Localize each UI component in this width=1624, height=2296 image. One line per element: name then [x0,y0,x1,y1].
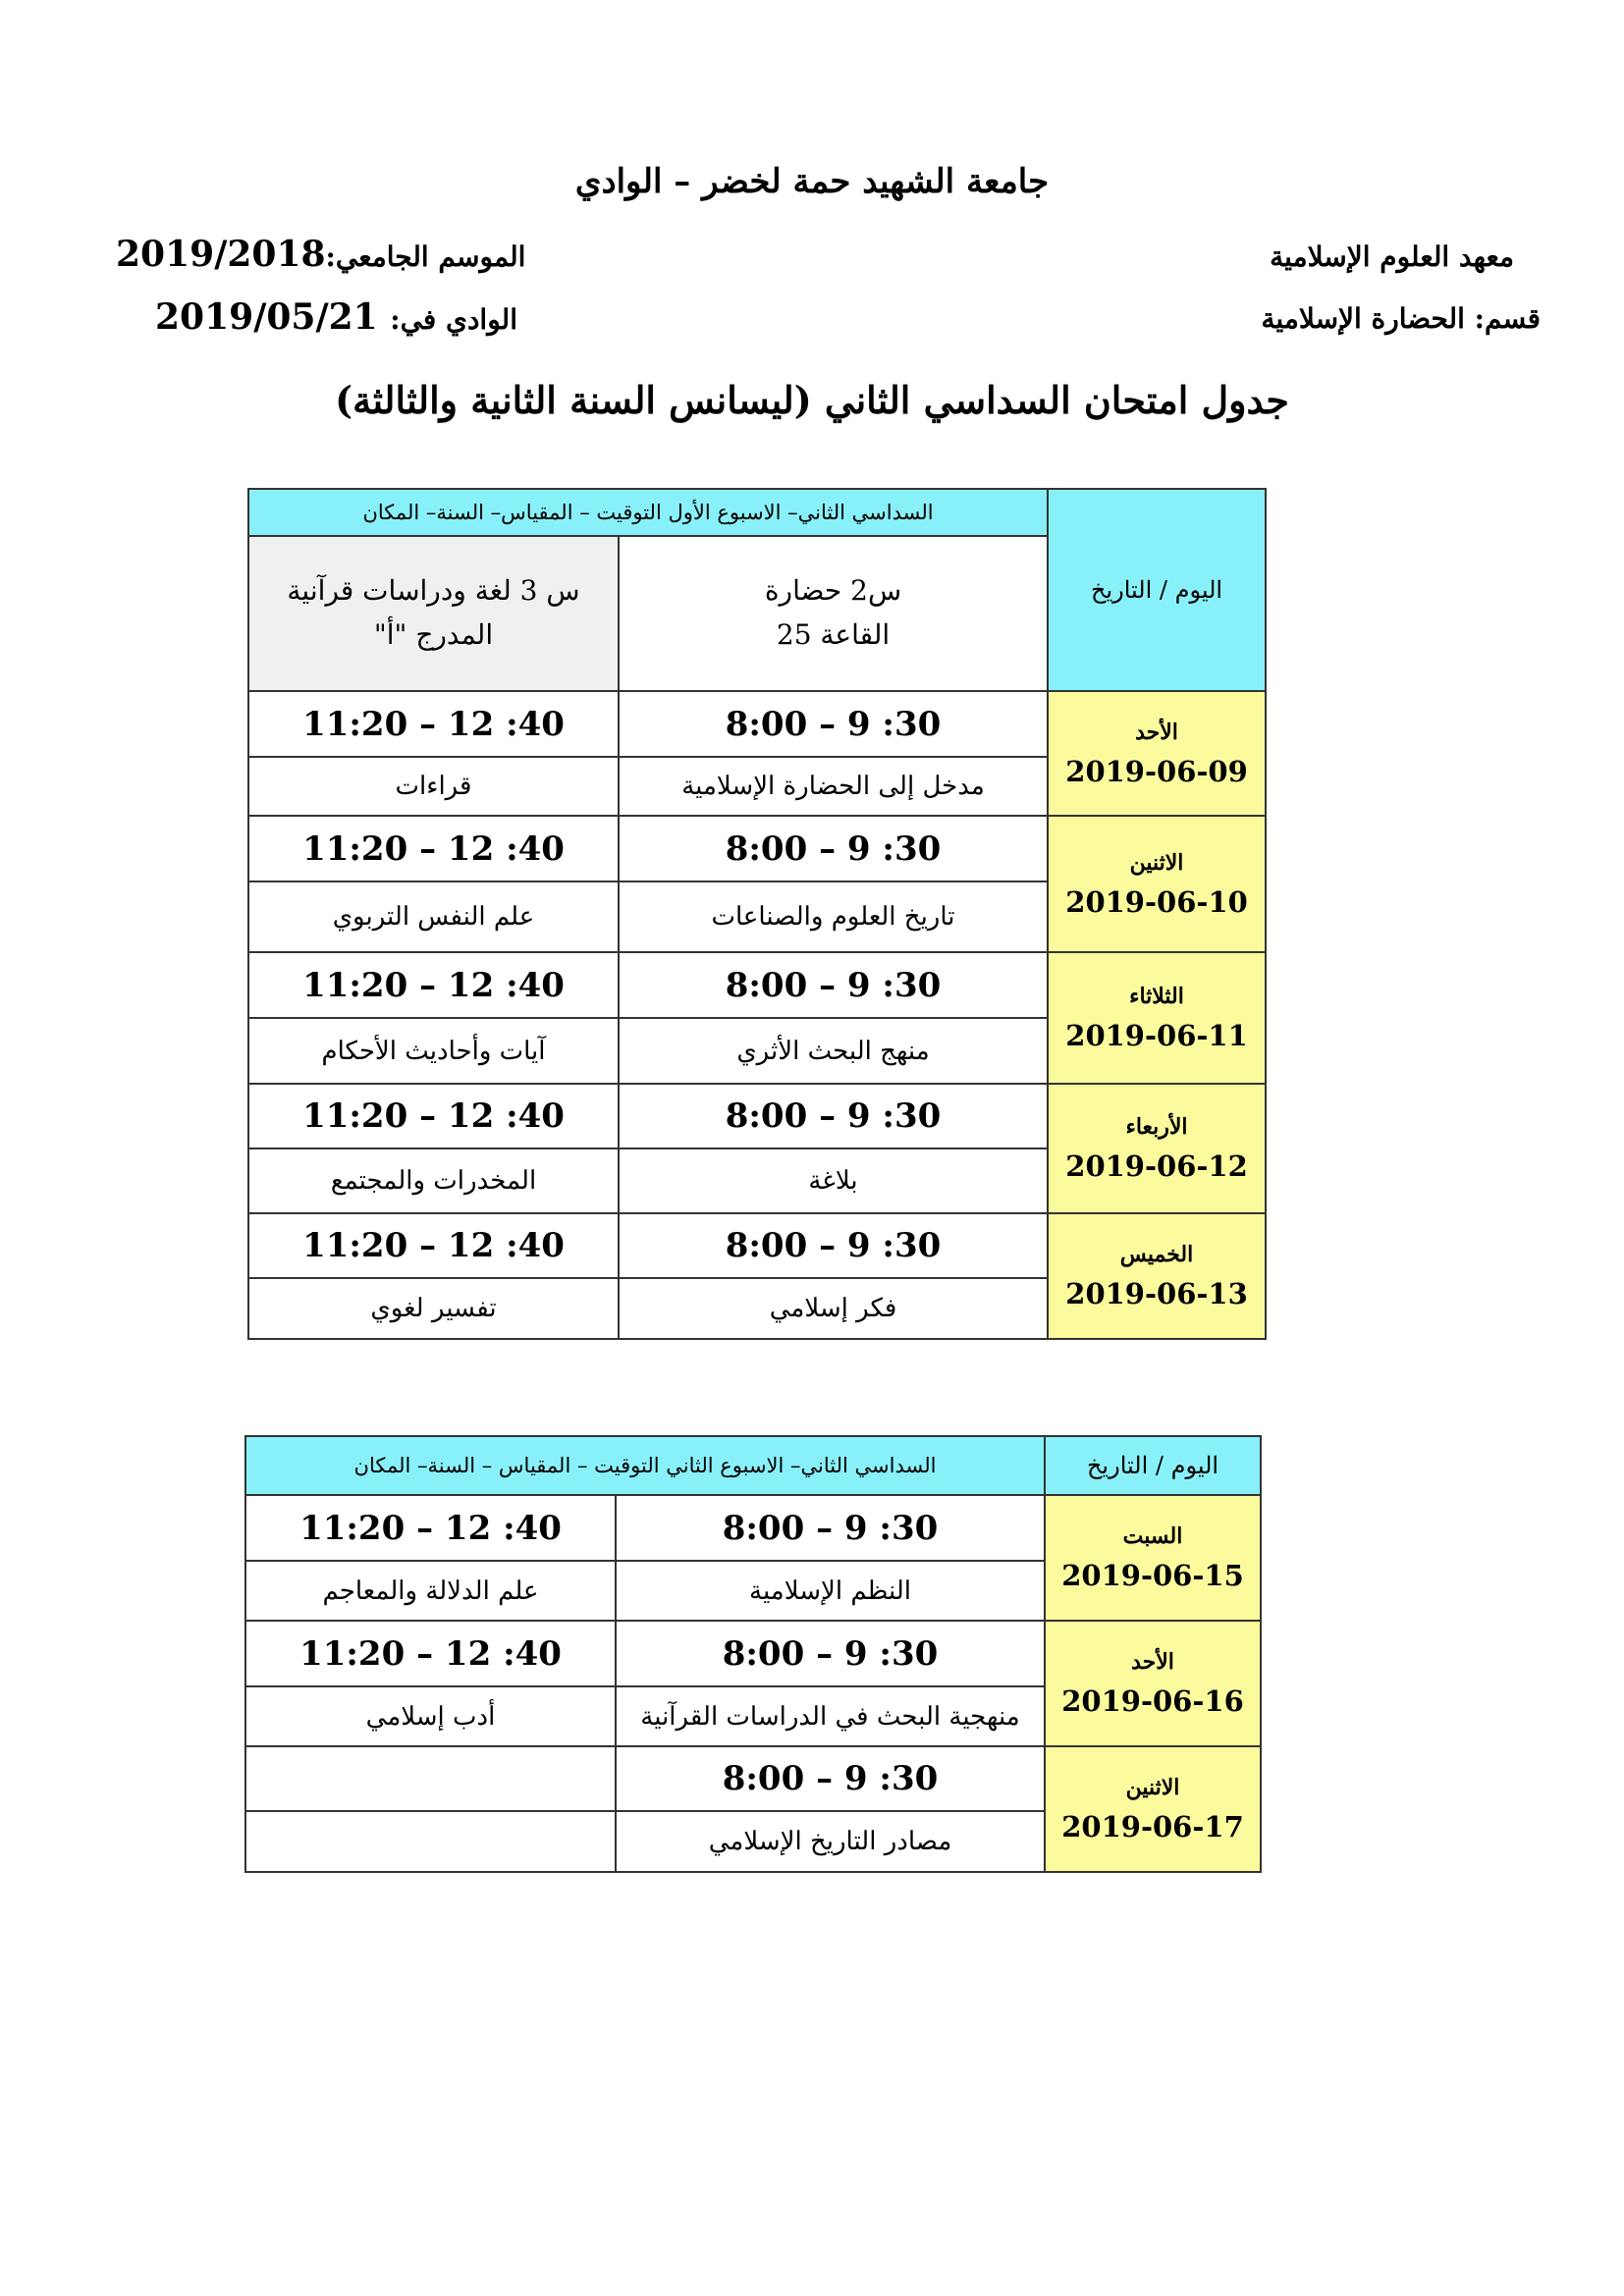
day-date-cell [1048,1084,1266,1213]
day-date-label: اليوم / التاريخ [1090,576,1223,604]
time: 11:20 – 12 :40 [302,1226,565,1265]
time: 8:00 – 9 :30 [725,1226,942,1265]
time: 8:00 – 9 :30 [725,704,942,744]
time-cell [619,1213,1048,1278]
academic-season [116,234,525,275]
subj: النظم الإسلامية [749,1575,911,1606]
subj: قراءات [395,772,472,801]
time: 11:20 – 12 :40 [299,1633,562,1674]
time-cell [248,1213,619,1278]
day-date-cell [1048,952,1266,1084]
subject-cell-empty [245,1811,616,1872]
subj: آيات وأحاديث الأحكام [321,1036,546,1066]
place-label: الوادي في: [390,303,517,336]
place-date-value: 2019/05/21 [155,296,378,338]
day: الاثنين [1125,1775,1180,1800]
subject-cell [619,881,1048,952]
date: 2019-06-17 [1061,1810,1244,1843]
week1-slot2-header [248,536,619,691]
slot-line: المدرج "أ" [373,618,494,651]
department-name: قسم: الحضارة الإسلامية [1261,302,1541,335]
institute-name: معهد العلوم الإسلامية [1270,240,1514,273]
time-cell [619,952,1048,1018]
subject-cell [619,1148,1048,1213]
subj: منهج البحث الأثري [736,1036,930,1066]
day-date-cell [1045,1495,1261,1621]
date: 2019-06-15 [1061,1559,1244,1592]
subj: بلاغة [808,1166,858,1196]
subj: مصادر التاريخ الإسلامي [708,1827,952,1856]
time-cell-empty [245,1746,616,1811]
exam-table-week2 [244,1435,1262,1873]
time-cell [245,1495,616,1561]
university-name: جامعة الشهيد حمة لخضر – الوادي [574,162,1050,201]
season-label: الموسم الجامعي: [325,240,526,273]
slot-line: القاعة 25 [776,618,891,651]
subj: تفسير لغوي [370,1294,497,1323]
time-cell [248,816,619,881]
time: 8:00 – 9 :30 [725,1096,942,1136]
day-date-cell [1048,816,1266,952]
week1-day-date-header [1048,489,1266,691]
subject-cell [616,1811,1045,1872]
season-value: 2019/2018 [116,234,326,275]
date: 2019-06-11 [1065,1019,1248,1052]
day: السبت [1122,1523,1183,1549]
subject-cell [245,1686,616,1746]
subject-cell [248,881,619,952]
time-cell [619,691,1048,757]
date: 2019-06-09 [1065,754,1248,788]
week2-header-info [245,1436,1045,1495]
day: الأحد [1135,719,1178,745]
week2-day-date-header [1045,1436,1261,1495]
subject-cell [619,1018,1048,1084]
slot-line: س 3 لغة ودراسات قرآنية [287,574,580,608]
day: الخميس [1119,1242,1194,1267]
time: 11:20 – 12 :40 [302,1096,565,1136]
day: الأحد [1131,1649,1174,1675]
subject-cell [619,1278,1048,1339]
subject-cell [248,1148,619,1213]
time-cell [619,1084,1048,1148]
time: 11:20 – 12 :40 [302,704,565,744]
day-date-cell [1045,1746,1261,1872]
day: الاثنين [1129,849,1184,876]
time: 11:20 – 12 :40 [302,828,565,869]
subject-cell [248,1278,619,1339]
subject-cell [248,1018,619,1084]
slot-line: س2 حضارة [764,574,902,608]
week1-slot1-header [619,536,1048,691]
subj: فكر إسلامي [769,1294,897,1323]
subj: علم الدلالة والمعاجم [322,1575,539,1606]
time: 8:00 – 9 :30 [722,1633,939,1674]
subj: علم النفس التربوي [332,902,535,932]
day: الأربعاء [1125,1114,1188,1140]
subject-cell [619,757,1048,816]
subject-cell [248,757,619,816]
day-date-cell [1048,1213,1266,1339]
page-title: جدول امتحان السداسي الثاني (ليسانس السنة الثانية والثالثة) [335,378,1289,422]
time: 8:00 – 9 :30 [725,965,942,1005]
time: 8:00 – 9 :30 [725,828,942,869]
subj: تاريخ العلوم والصناعات [711,902,955,932]
time-cell [248,691,619,757]
header-info: السداسي الثاني– الاسبوع الأول التوقيت – المقياس– السنة– المكان [362,501,934,524]
subject-cell [616,1561,1045,1621]
subj: منهجية البحث في الدراسات القرآنية [640,1701,1020,1732]
date: 2019-06-12 [1065,1149,1248,1183]
time: 8:00 – 9 :30 [722,1508,939,1548]
subject-cell [245,1561,616,1621]
day-date-label: اليوم / التاريخ [1086,1452,1219,1479]
time: 11:20 – 12 :40 [299,1508,562,1548]
time-cell [245,1621,616,1686]
subj: مدخل إلى الحضارة الإسلامية [681,772,985,801]
subject-cell [616,1686,1045,1746]
time-cell [616,1746,1045,1811]
time: 8:00 – 9 :30 [722,1759,939,1798]
date: 2019-06-10 [1065,884,1248,919]
time-cell [616,1495,1045,1561]
date: 2019-06-16 [1061,1684,1244,1718]
day-date-cell [1048,691,1266,816]
exam-table-week1 [247,488,1267,1340]
day-date-cell [1045,1621,1261,1746]
header-info: السداسي الثاني– الاسبوع الثاني التوقيت – المقياس – السنة– المكان [353,1454,937,1477]
time-cell [248,1084,619,1148]
date: 2019-06-13 [1065,1277,1248,1310]
time-cell [248,952,619,1018]
day: الثلاثاء [1129,984,1184,1009]
place-date [155,296,517,338]
time-cell [616,1621,1045,1686]
subj: المخدرات والمجتمع [330,1166,537,1196]
time-cell [619,816,1048,881]
week1-header-info [248,489,1048,536]
time: 11:20 – 12 :40 [302,965,565,1005]
subj: أدب إسلامي [365,1701,496,1732]
